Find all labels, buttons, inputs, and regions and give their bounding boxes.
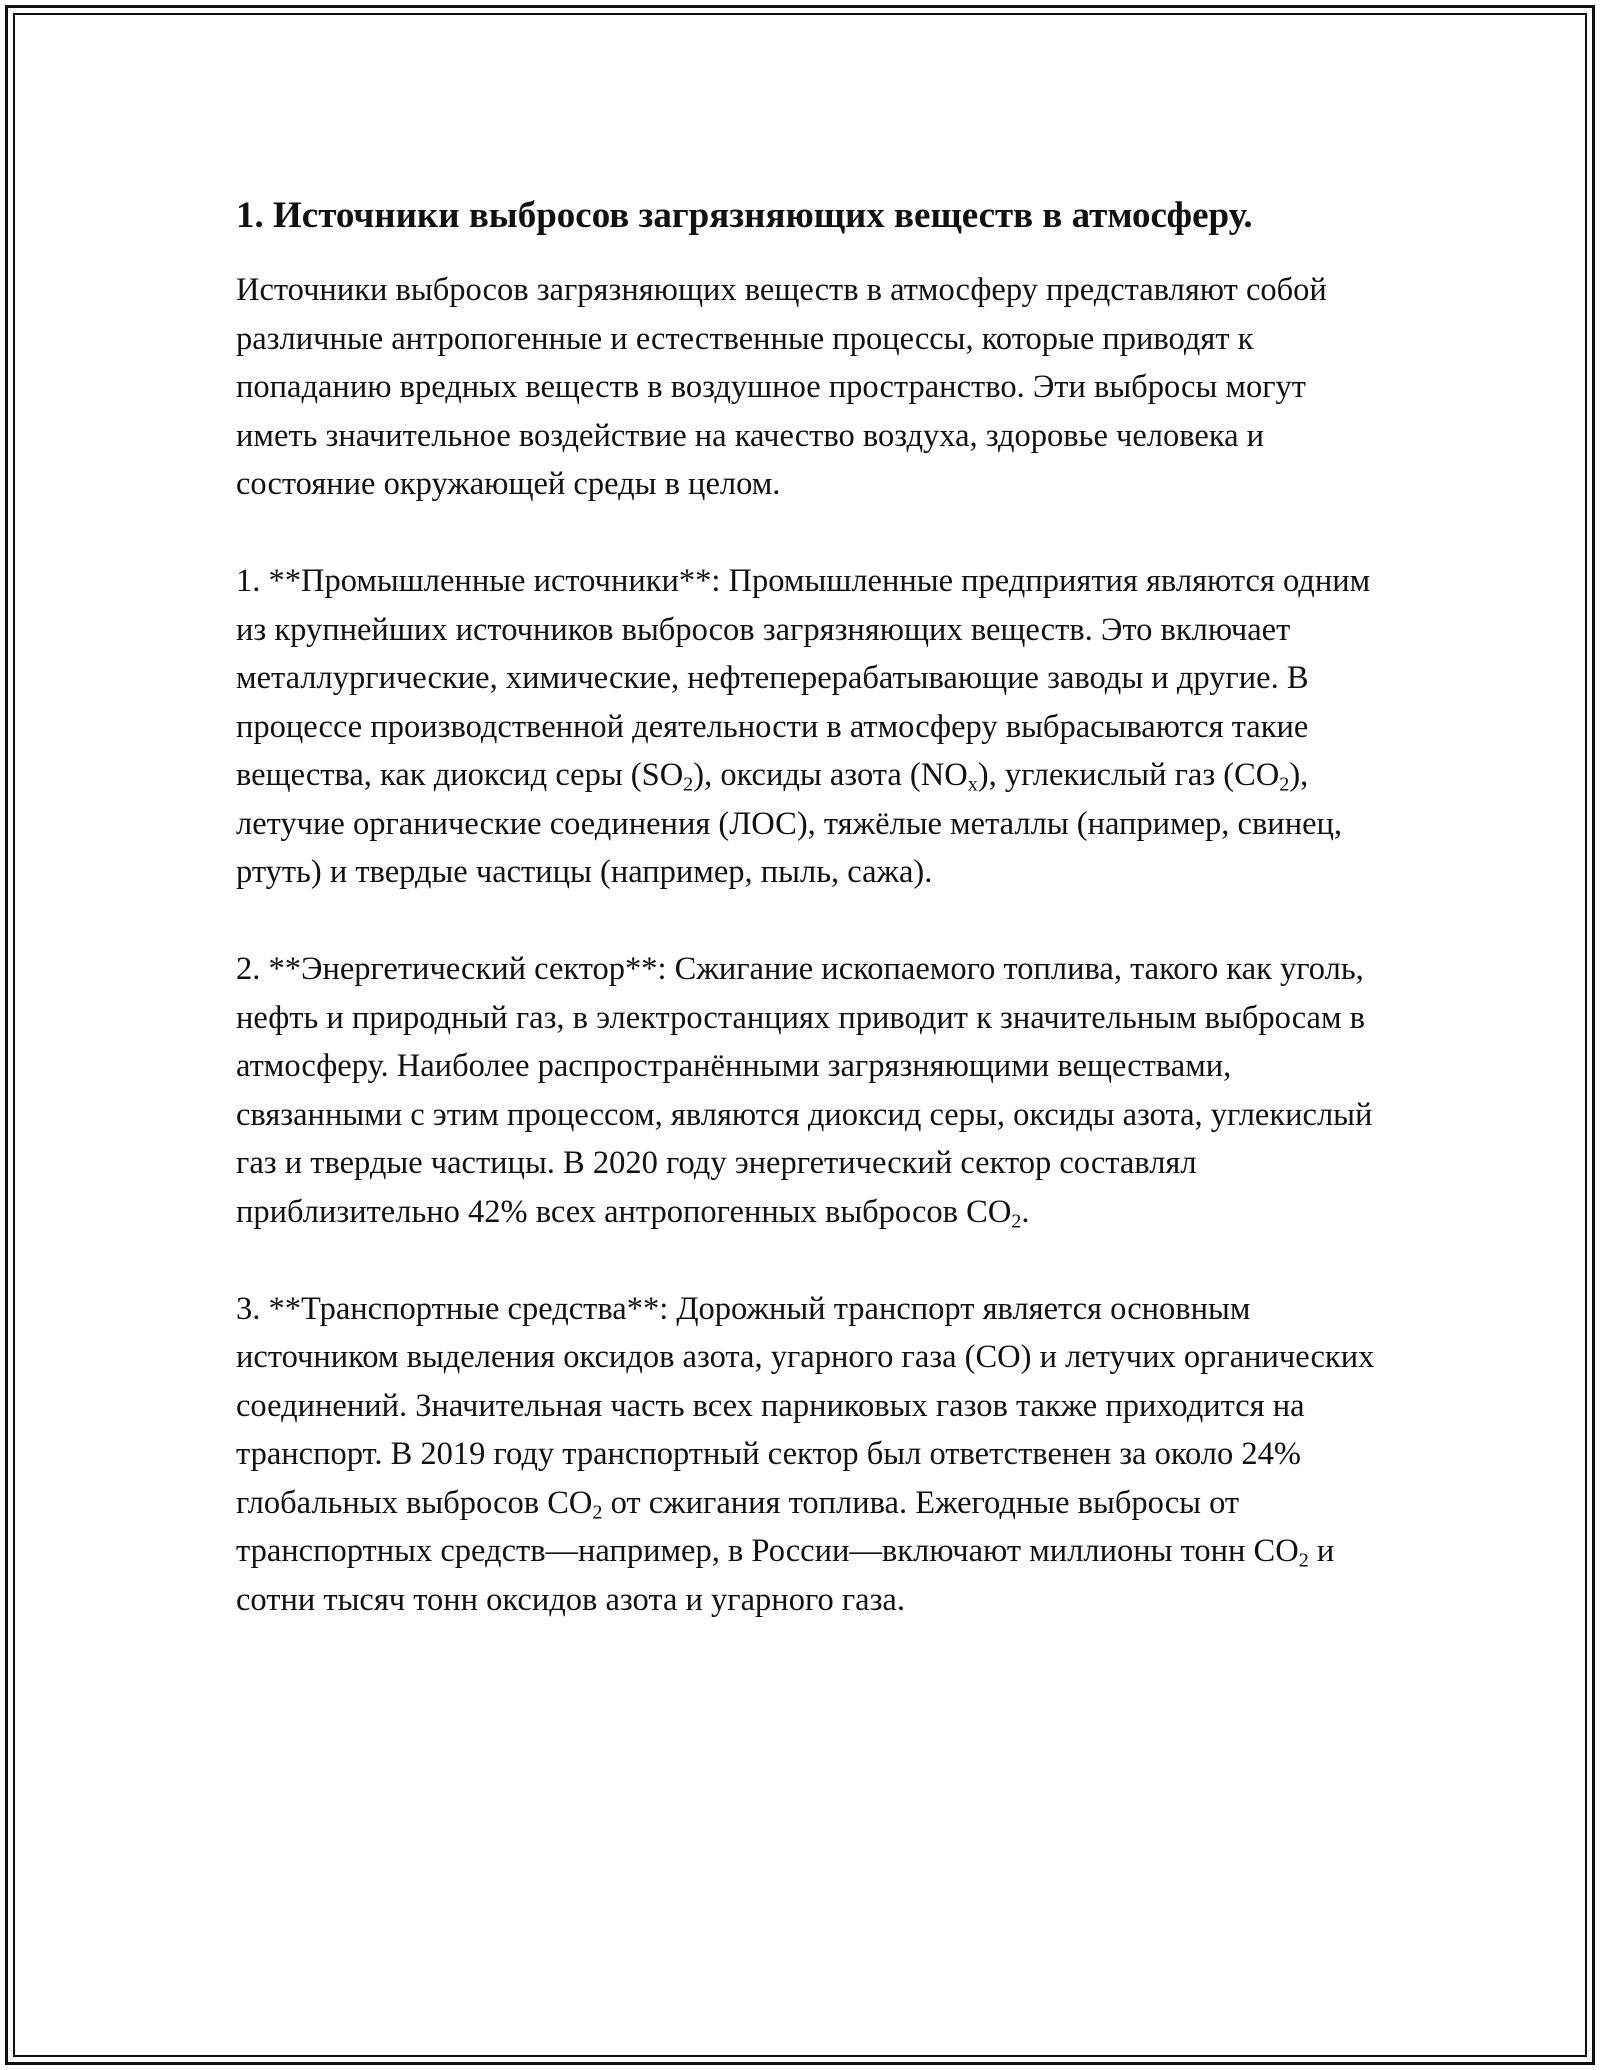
intro-paragraph: Источники выбросов загрязняющих веществ в атмосферу представляют собой различные антропогенные и естественные процессы, которые приводят к попаданию вредных веществ в воздушное пространство. Эти выбросы могут иметь значительное воздействие на качество воздуха, здоровье человека и состояние окружающей среды в целом.	[236, 272, 1327, 502]
text-segment: 1. **Промышленные источники**: Промышленные предприятия являются одним из крупнейших источников выбросов загрязняющих веществ. Это включает металлургические, химические, нефтеперерабатывающие заводы и другие. В процессе производственной деятельности в атмосферу выбрасываются такие вещества, как диоксид серы (SO	[236, 563, 1371, 793]
subscript: 2	[1011, 1210, 1022, 1233]
text-segment: от сжигания топлива. Ежегодные выбросы от транспортных средств—например, в России—включают миллионы тонн CO	[236, 1484, 1299, 1569]
text-segment: .	[1021, 1193, 1030, 1230]
section-heading: 1. Источники выбросов загрязняющих веществ в атмосферу.	[236, 195, 1253, 236]
text-segment: ), оксиды азота (NO	[693, 757, 968, 793]
paragraph-industrial-sources	[236, 557, 1376, 897]
document-body	[236, 186, 1376, 1624]
text-segment: ), углекислый газ (CO	[977, 757, 1280, 793]
subscript: 2	[592, 1501, 603, 1524]
text-segment: 3. **Транспортные средства**: Дорожный транспорт является основным источником выделения оксидов азота, угарного газа (CO) и летучих органических соединений. Значительная часть всех парниковых газов также приходится на транспорт. В 2019 году транспортный сектор был ответственен за около 24% глобальных выбросов CO	[236, 1290, 1375, 1521]
subscript: 2	[1298, 1549, 1309, 1572]
subscript: 2	[1279, 773, 1290, 796]
text-segment: ), летучие органические соединения (ЛОС), тяжёлые металлы (например, свинец, ртуть) и твердые частицы (например, пыль, сажа).	[236, 757, 1343, 890]
subscript: x	[967, 773, 978, 796]
text-segment: 2. **Энергетический сектор**: Сжигание ископаемого топлива, такого как уголь, нефть и природный газ, в электростанциях приводит к значительным выбросам в атмосферу. Наиболее распространёнными загрязняющими веществами, связанными с этим процессом, являются диоксид серы, оксиды азота, углекислый газ и твердые частицы. В 2020 году энергетический сектор составлял приблизительно 42% всех антропогенных выбросов CO	[236, 951, 1373, 1230]
paragraph-energy-sector	[236, 945, 1376, 1236]
paragraph-transport	[236, 1285, 1376, 1625]
subscript: 2	[683, 773, 694, 796]
text-segment: и сотни тысяч тонн оксидов азота и угарного газа.	[236, 1533, 1335, 1618]
